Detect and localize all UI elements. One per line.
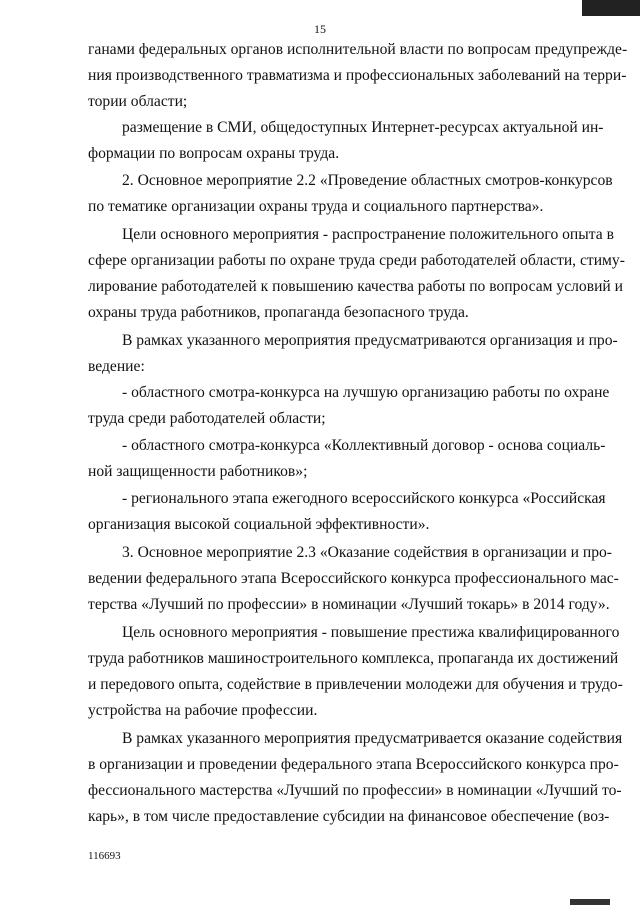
- text-line: тории области;: [88, 93, 188, 110]
- page-number: 15: [314, 22, 326, 36]
- text-line: - регионального этапа ежегодного всероссийского конкурса «Российская: [122, 490, 606, 507]
- text-line: ганами федеральных органов исполнительной власти по вопросам предупрежде-: [88, 41, 628, 58]
- text-line: ния производственного травматизма и профессиональных заболеваний на терри-: [88, 67, 627, 84]
- text-line: организация высокой социальной эффективности».: [88, 516, 430, 533]
- text-line: фессионального мастерства «Лучший по профессии» в номинации «Лучший то-: [88, 782, 622, 799]
- text-line: 3. Основное мероприятие 2.3 «Оказание содействия в организации и про-: [122, 544, 612, 561]
- text-line: карь», в том числе предоставление субсидии на финансовое обеспечение (воз-: [88, 808, 610, 825]
- text-line: ведение:: [88, 358, 145, 375]
- text-line: формации по вопросам охраны труда.: [88, 145, 340, 162]
- text-line: размещение в СМИ, общедоступных Интернет-ресурсах актуальной ин-: [122, 119, 604, 136]
- text-line: терства «Лучший по профессии» в номинации «Лучший токарь» в 2014 году».: [88, 596, 610, 613]
- text-line: устройства на рабочие профессии.: [88, 702, 318, 719]
- text-line: в организации и проведении федерального этапа Всероссийского конкурса про-: [88, 756, 619, 773]
- text-line: Цель основного мероприятия - повышение престижа квалифицированного: [122, 624, 620, 641]
- text-line: и передового опыта, содействие в привлечении молодежи для обучения и трудо-: [88, 676, 623, 693]
- text-line: В рамках указанного мероприятия предусматриваются организация и про-: [122, 332, 618, 349]
- text-line: сфере организации работы по охране труда среди работодателей области, стиму-: [88, 252, 625, 269]
- text-line: - областного смотра-конкурса на лучшую организацию работы по охране: [122, 384, 610, 401]
- text-line: - областного смотра-конкурса «Коллективный договор - основа социаль-: [122, 437, 606, 454]
- text-line: Цели основного мероприятия - распространение положительного опыта в: [122, 226, 614, 243]
- text-line: лирование работодателей к повышению качества работы по вопросам условий и: [88, 278, 624, 295]
- text-line: В рамках указанного мероприятия предусматривается оказание содействия: [122, 730, 623, 747]
- text-line: 2. Основное мероприятие 2.2 «Проведение областных смотров-конкурсов: [122, 172, 613, 189]
- text-line: труда работников машиностроительного комплекса, пропаганда их достижений: [88, 650, 619, 667]
- text-line: ведении федерального этапа Всероссийского конкурса профессионального мас-: [88, 570, 619, 587]
- scan-bottom-mark: [570, 899, 610, 905]
- text-line: труда среди работодателей области;: [88, 410, 326, 427]
- text-line: по тематике организации охраны труда и социального партнерства».: [88, 198, 544, 215]
- scan-corner-mark: [582, 0, 640, 16]
- text-line: охраны труда работников, пропаганда безопасного труда.: [88, 304, 469, 321]
- text-line: ной защищенности работников»;: [88, 463, 308, 480]
- document-id: 116693: [88, 850, 121, 862]
